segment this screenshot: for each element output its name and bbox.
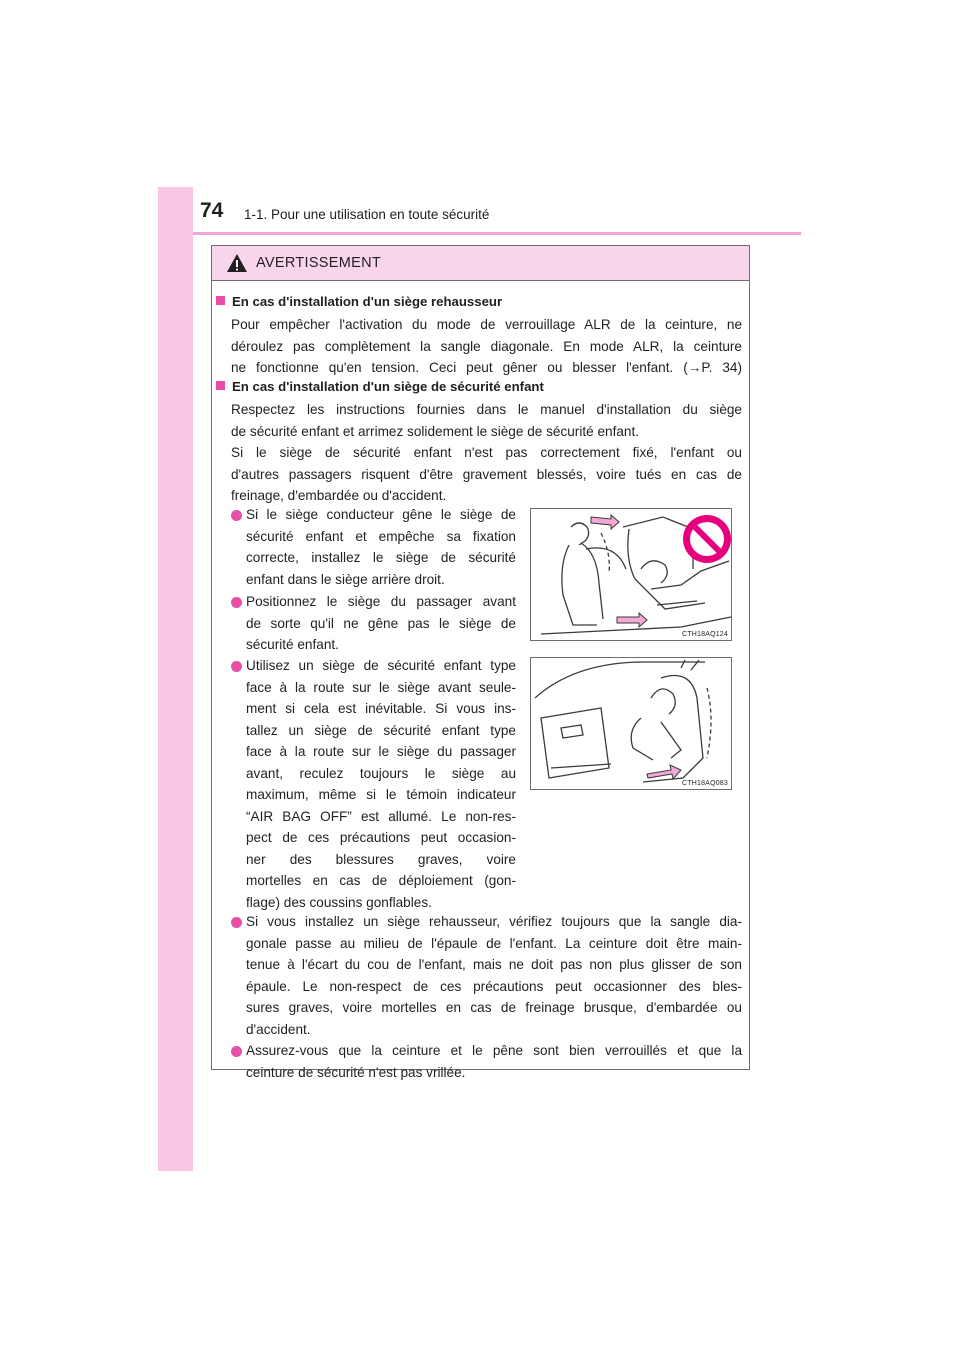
text-line: épaule. Le non-respect de ces précautions peut occasionner des bles- bbox=[246, 978, 742, 994]
round-bullet-icon bbox=[231, 597, 242, 608]
text-line: sures graves, voire mortelles en cas de freinage brusque, d'embardée ou bbox=[246, 1000, 742, 1015]
section-heading-booster bbox=[216, 294, 502, 309]
heading-text: En cas d'installation d'un siège de sécurité enfant bbox=[232, 379, 544, 394]
round-bullet-icon bbox=[231, 1046, 242, 1057]
figure-code: CTH18AQ124 bbox=[682, 631, 728, 638]
page-number: 74 bbox=[200, 199, 224, 222]
text-line: avant, reculez toujours le siège au bbox=[246, 765, 516, 781]
bullet-text-5 bbox=[246, 1040, 742, 1083]
paragraph-booster bbox=[231, 314, 742, 379]
text-line: flage) des coussins gonflables. bbox=[246, 894, 432, 910]
text-line: tallez un siège de sécurité enfant type bbox=[246, 722, 516, 738]
figure-driver-seat-prohibited bbox=[530, 508, 732, 641]
text-line: Pour empêcher l'activation du mode de verrouillage ALR de la ceinture, ne bbox=[231, 317, 742, 332]
text-line: Utilisez un siège de sécurité enfant type bbox=[246, 658, 516, 673]
text-line: enfant dans le siège arrière droit. bbox=[246, 571, 445, 587]
text-line: de sécurité enfant et arrimez solidement le siège de sécurité enfant. bbox=[231, 423, 640, 439]
text-line: correcte, installez le siège de sécurité bbox=[246, 550, 516, 565]
text-line: face à la route sur le siège avant seule- bbox=[246, 679, 516, 695]
bullet-text-2 bbox=[246, 591, 516, 656]
text-line: maximum, même si le témoin indicateur bbox=[246, 787, 516, 802]
passenger-seat-illustration bbox=[531, 658, 732, 790]
header-rule bbox=[193, 232, 801, 235]
text-line: Si le siège conducteur gêne le siège de bbox=[246, 507, 516, 522]
paragraph-child-seat bbox=[231, 399, 742, 507]
section-heading-child-seat bbox=[216, 379, 544, 394]
round-bullet-icon bbox=[231, 661, 242, 672]
text-line: ne fonctionne qu'en tension. Ceci peut gêner ou blesser l'enfant. (→P. 34) bbox=[231, 360, 742, 375]
figure-front-passenger-child-seat bbox=[530, 657, 732, 790]
text-line: tenue à l'écart du cou de l'enfant, mais ne doit pas non plus glisser de son bbox=[246, 957, 742, 972]
text-line: ner des blessures graves, voire bbox=[246, 851, 516, 867]
text-line: mortelles en cas de déploiement (gon- bbox=[246, 873, 516, 888]
text-line: Si vous installez un siège rehausseur, vérifiez toujours que la sangle dia- bbox=[246, 914, 742, 929]
side-strip bbox=[158, 187, 193, 1171]
text-line: “AIR BAG OFF” est allumé. Le non-res- bbox=[246, 808, 516, 824]
square-bullet-icon bbox=[216, 381, 225, 390]
warning-title: AVERTISSEMENT bbox=[256, 255, 382, 271]
text-line: d'autres passagers risquent d'être gravement blessés, voire tués en cas de bbox=[231, 466, 742, 482]
text-line: sécurité enfant. bbox=[246, 637, 339, 652]
bullet-text-3 bbox=[246, 655, 516, 913]
driver-seat-illustration bbox=[531, 509, 732, 641]
round-bullet-icon bbox=[231, 510, 242, 521]
bullet-text-1 bbox=[246, 504, 516, 590]
figure-code: CTH18AQ083 bbox=[682, 780, 728, 787]
heading-text: En cas d'installation d'un siège rehausseur bbox=[232, 294, 503, 309]
text-line: Si le siège de sécurité enfant n'est pas correctement fixé, l'enfant ou bbox=[231, 445, 742, 460]
text-line: Respectez les instructions fournies dans le manuel d'installation du siège bbox=[231, 402, 742, 417]
text-line: déroulez pas complètement la sangle diagonale. En mode ALR, la ceinture bbox=[231, 338, 742, 354]
text-line: face à la route sur le siège du passager bbox=[246, 744, 516, 759]
text-line: gonale passe au milieu de l'épaule de l'enfant. La ceinture doit être main- bbox=[246, 935, 742, 951]
text-line: ment si cela est inévitable. Si vous ins- bbox=[246, 701, 516, 716]
text-line: d'accident. bbox=[246, 1021, 311, 1037]
section-title: 1-1. Pour une utilisation en toute sécurité bbox=[244, 207, 490, 222]
text-line: freinage, d'embardée ou d'accident. bbox=[231, 488, 447, 503]
text-line: Assurez-vous que la ceinture et le pêne sont bien verrouillés et que la bbox=[246, 1043, 742, 1058]
warning-triangle-icon bbox=[226, 253, 248, 273]
round-bullet-icon bbox=[231, 917, 242, 928]
text-line: Positionnez le siège du passager avant bbox=[246, 594, 516, 609]
text-line: pect de ces précautions peut occasion- bbox=[246, 830, 516, 845]
text-line: ceinture de sécurité n'est pas vrillée. bbox=[246, 1064, 466, 1080]
warning-header bbox=[212, 246, 749, 281]
text-line: sécurité enfant et empêche sa fixation bbox=[246, 528, 516, 544]
square-bullet-icon bbox=[216, 296, 225, 305]
warning-box bbox=[211, 245, 750, 1080]
text-line: de sorte qu'il ne gêne pas le siège de bbox=[246, 615, 516, 631]
bullet-text-4 bbox=[246, 911, 742, 1040]
